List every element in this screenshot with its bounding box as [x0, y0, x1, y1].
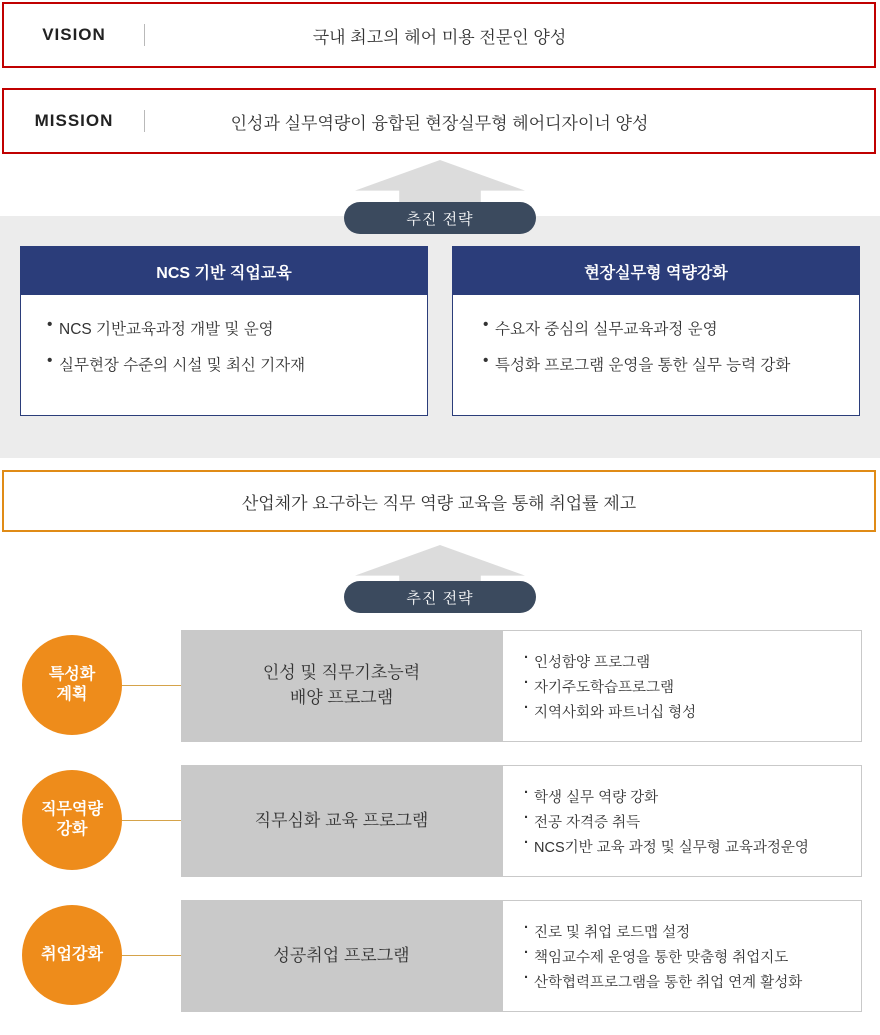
list-item: · 책임교수제 운영을 통한 맞춤형 취업지도 — [523, 946, 861, 967]
program-circle-line2: 강화 — [56, 821, 88, 838]
program-circle — [22, 770, 122, 870]
program-circle — [22, 905, 122, 1005]
program-row — [0, 900, 880, 1012]
list-item: · 진로 및 취업 로드맵 설정 — [523, 921, 861, 942]
program-circle-line1: 직무역량 — [41, 801, 103, 818]
mission-text: 인성과 실무역량이 융합된 현장실무형 헤어디자이너 양성 — [230, 113, 649, 133]
list-item: · 인성함양 프로그램 — [523, 651, 861, 672]
list-item: · 지역사회와 파트너십 형성 — [523, 701, 861, 722]
strategy-card-body — [21, 295, 427, 375]
vision-label: VISION — [42, 25, 106, 44]
connector-line — [122, 820, 182, 821]
list-item: • 특성화 프로그램 운영을 통한 실무 능력 강화 — [483, 353, 859, 375]
program-title — [181, 900, 502, 1012]
program-circle-line1: 특성화 — [48, 666, 96, 683]
program-circle-line1: 취업강화 — [41, 946, 103, 963]
list-item: · 자기주도학습프로그램 — [523, 676, 861, 697]
program-title-line1: 인성 및 직무기초능력 — [262, 663, 421, 683]
list-item: • NCS 기반교육과정 개발 및 운영 — [47, 317, 427, 339]
list-item: • 실무현장 수준의 시설 및 최신 기자재 — [47, 353, 427, 375]
strategy-pill: 추진 전략 — [344, 202, 536, 234]
list-item: · 전공 자격증 취득 — [523, 811, 861, 832]
strategy-pill: 추진 전략 — [344, 581, 536, 613]
program-row — [0, 765, 880, 877]
program-title-line1: 성공취업 프로그램 — [273, 945, 410, 965]
program-detail — [502, 765, 862, 877]
program-title — [181, 630, 502, 742]
strategy-panel — [0, 216, 880, 458]
program-detail — [502, 900, 862, 1012]
list-item: • 수요자 중심의 실무교육과정 운영 — [483, 317, 859, 339]
list-item: · 학생 실무 역량 강화 — [523, 786, 861, 807]
strategy-card-title: 현장실무형 역량강화 — [453, 247, 859, 295]
program-detail — [502, 630, 862, 742]
list-item: · 산학협력프로그램을 통한 취업 연계 활성화 — [523, 971, 861, 992]
program-title-line1: 직무심화 교육 프로그램 — [254, 810, 429, 830]
mission-box — [2, 88, 876, 154]
vision-text: 국내 최고의 헤어 미용 전문인 양성 — [312, 27, 567, 47]
program-title-line2: 배양 프로그램 — [289, 688, 394, 707]
mission-label: MISSION — [34, 111, 114, 130]
vision-box — [2, 2, 876, 68]
connector-line — [122, 955, 182, 956]
program-title — [181, 765, 502, 877]
strategy-card-ncs — [20, 246, 428, 416]
program-row — [0, 630, 880, 742]
goal-box: 산업체가 요구하는 직무 역량 교육을 통해 취업률 제고 — [2, 470, 876, 532]
strategy-card-body — [453, 295, 859, 375]
program-circle — [22, 635, 122, 735]
list-item: · NCS기반 교육 과정 및 실무형 교육과정운영 — [523, 836, 861, 857]
program-circle-line2: 계획 — [56, 686, 88, 703]
connector-line — [122, 685, 182, 686]
strategy-card-title: NCS 기반 직업교육 — [21, 247, 427, 295]
strategy-card-field — [452, 246, 860, 416]
